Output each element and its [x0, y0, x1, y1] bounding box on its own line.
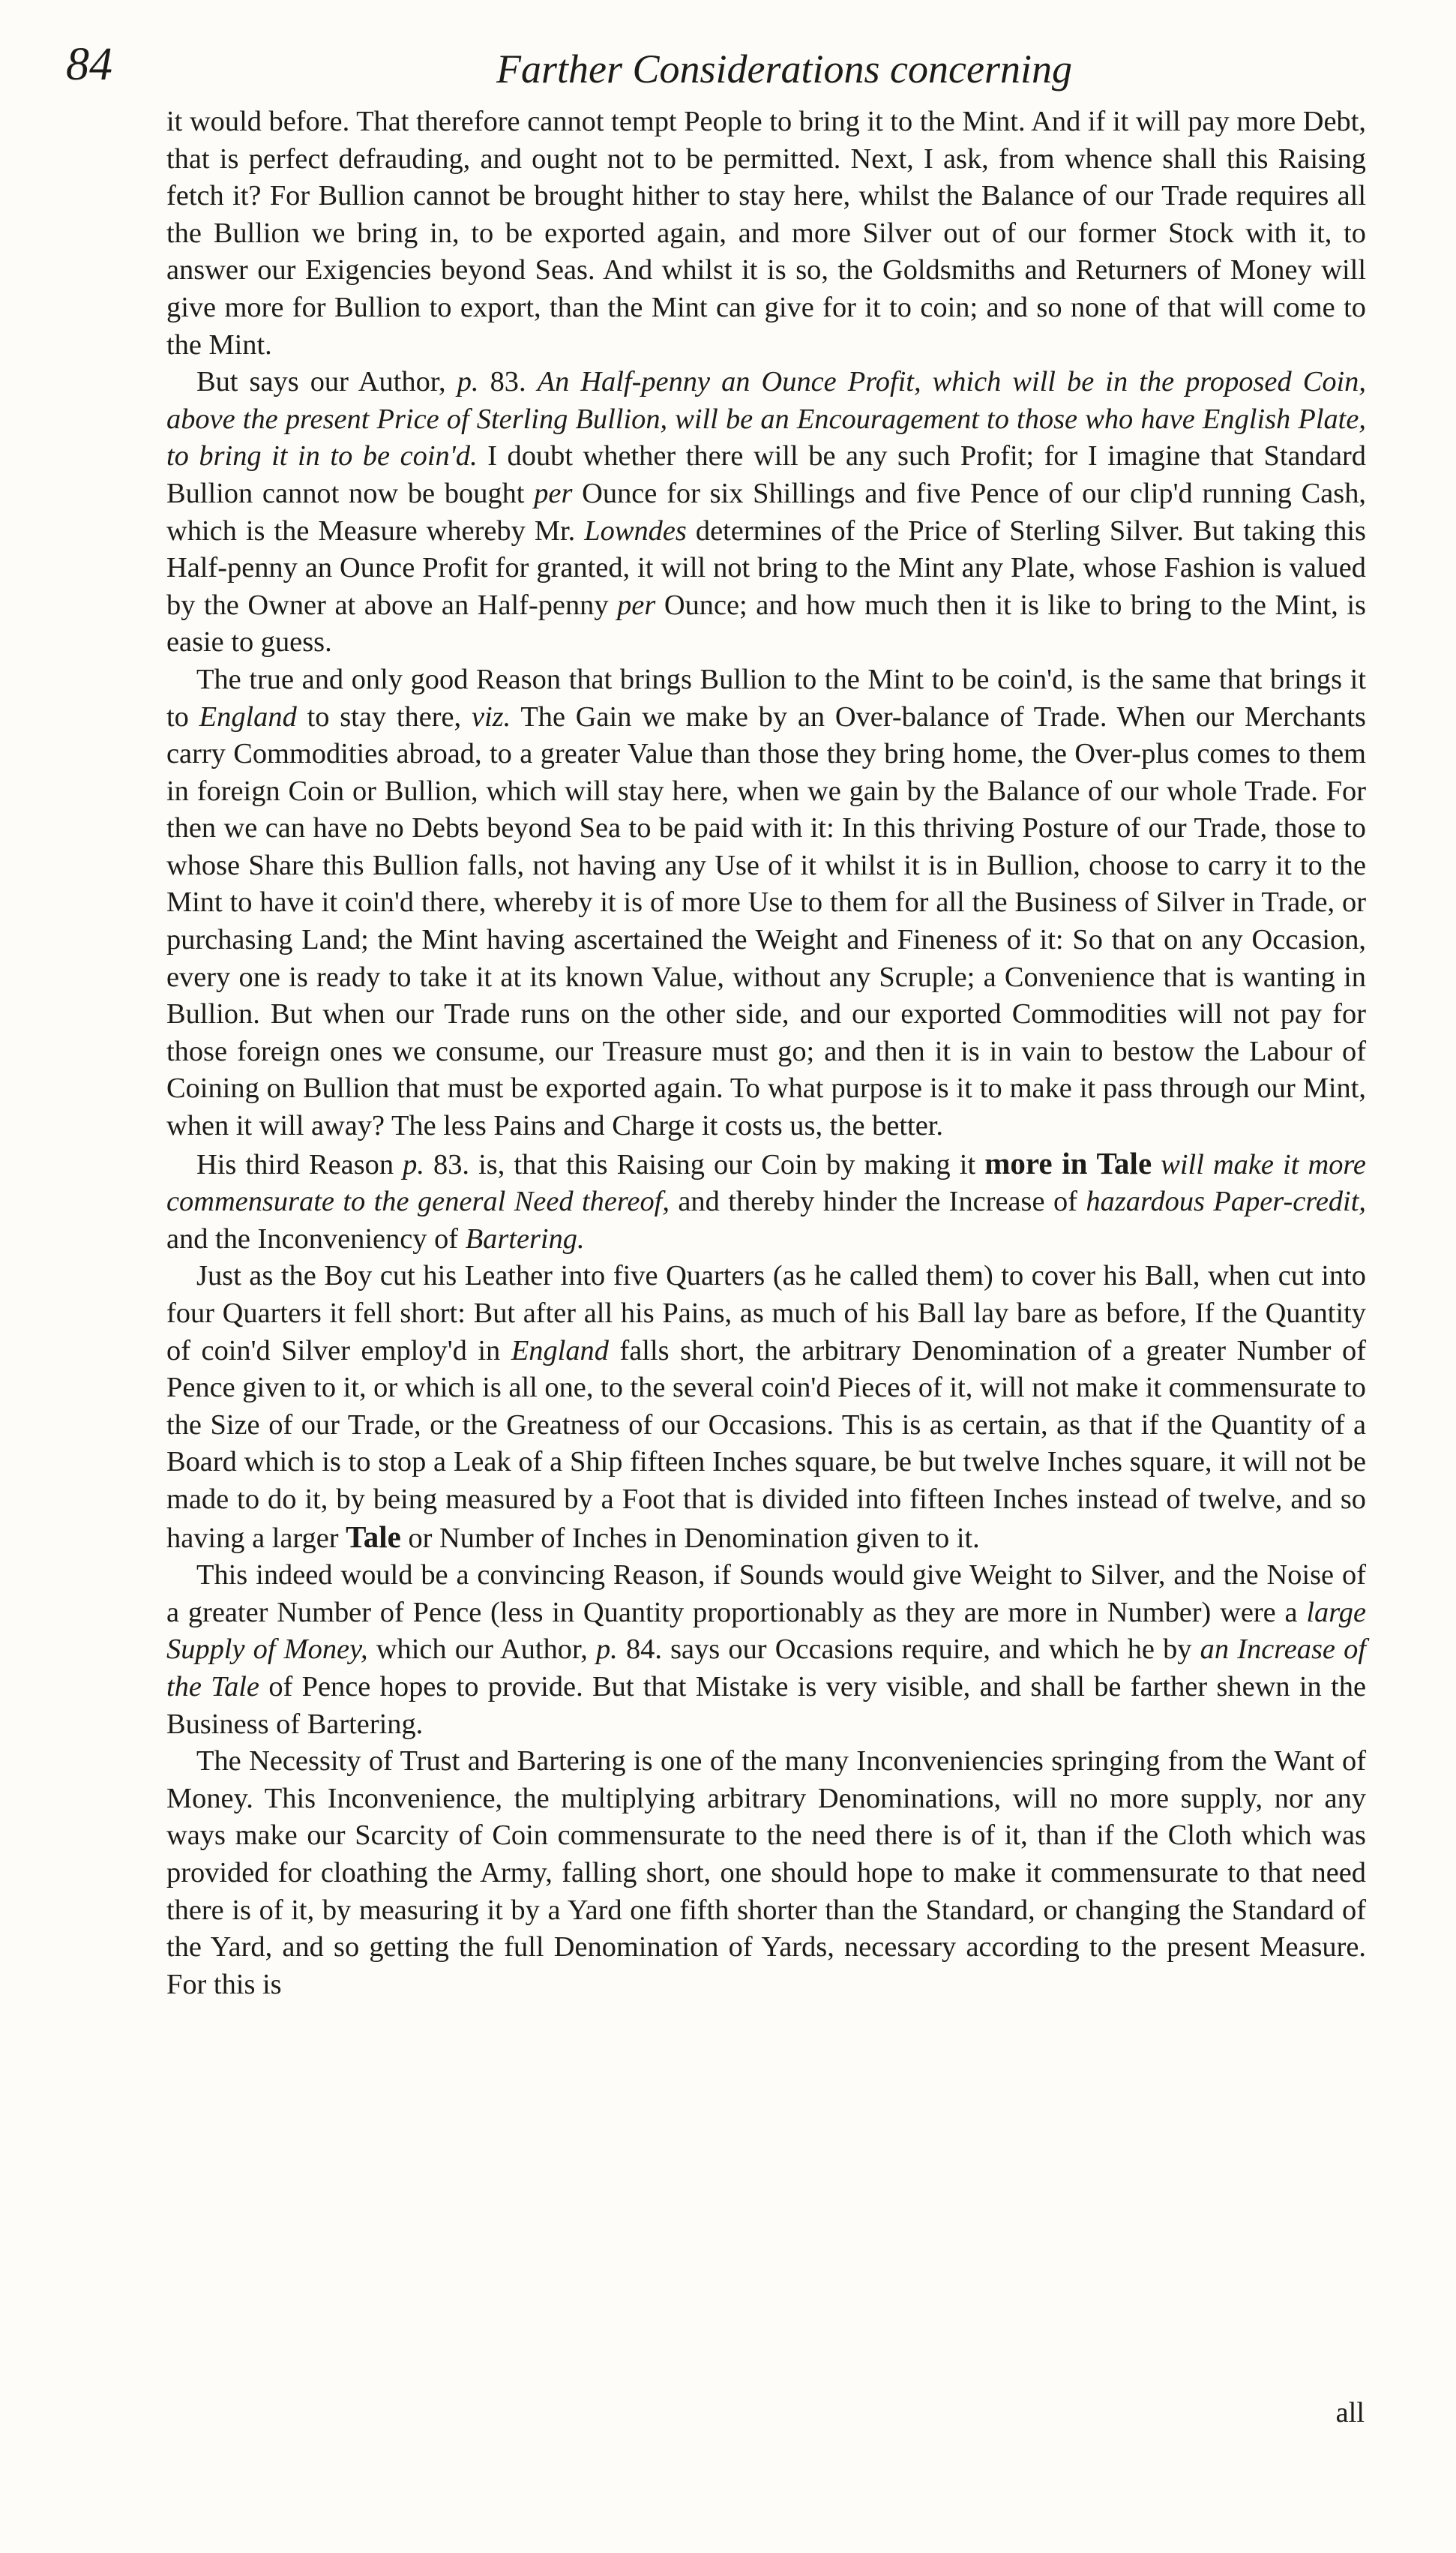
paragraph: But says our Author, p. 83. An Half-penny an Ounce Profit, which will be in the proposed Coin, above the present Price of Sterling Bullion, will be an Encouragement to those who have English Plate, to bring it in to be coin'd. I doubt whether there will be any such Profit; for I imagine that Standard Bullion cannot now be bought per Ounce for six Shillings and five Pence of our clip'd running Cash, which is the Measure whereby Mr. Lowndes determines of the Price of Sterling Silver. But taking this Half-penny an Ounce Profit for granted, it will not bring to the Mint any Plate, whose Fashion is valued by the Owner at above an Half-penny per Ounce; and how much then it is like to bring to the Mint, is easie to guess.: [166, 366, 1366, 658]
paragraph: it would before. That therefore cannot tempt People to bring it to the Mint. And if it will pay more Debt, that is perfect defrauding, and ought not to be permitted. Next, I ask, from whence shall this Raising fetch it? For Bullion cannot be brought hither to stay here, whilst the Balance of our Trade requires all the Bullion we bring in, to be exported again, and more Silver out of our former Stock with it, to answer our Exigencies beyond Seas. And whilst it is so, the Goldsmiths and Returners of Money will give more for Bullion to export, than the Mint can give for it to coin; and so none of that will come to the Mint.: [166, 106, 1366, 361]
paragraph: The Necessity of Trust and Bartering is one of the many Inconveniencies springing from the Want of Money. This Inconvenience, the multiplying arbitrary Denominations, will no more supply, nor any ways make our Scarcity of Coin commensurate to the need there is of it, than if the Cloth which was provided for cloathing the Army, falling short, one should hope to make it commensurate to that need there is of it, by measuring it by a Yard one fifth shorter than the Standard, or changing the Standard of the Yard, and so getting the full Denomination of Yards, necessary according to the present Measure. For this is: [166, 1745, 1366, 2000]
paragraph: Just as the Boy cut his Leather into five Quarters (as he called them) to cover his Ball, when cut into four Quarters it fell short: But after all his Pains, as much of his Ball lay bare as before, If the Quantity of coin'd Silver employ'd in England falls short, the arbitrary Denomination of a greater Number of Pence given to it, or which is all one, to the several coin'd Pieces of it, will not make it commensurate to the Size of our Trade, or the Greatness of our Occasions. This is as certain, as that if the Quantity of a Board which is to stop a Leak of a Ship fifteen Inches square, be but twelve Inches square, it will not be made to do it, by being measured by a Foot that is divided into fifteen Inches instead of twelve, and so having a larger Tale or Number of Inches in Denomination given to it.: [166, 1260, 1366, 1554]
paragraph: The true and only good Reason that brings Bullion to the Mint to be coin'd, is the same that brings it to England to stay there, viz. The Gain we make by an Over-balance of Trade. When our Merchants carry Commodities abroad, to a greater Value than those they bring home, the Over-plus comes to them in foreign Coin or Bullion, which will stay here, when we gain by the Balance of our whole Trade. For then we can have no Debts beyond Sea to be paid with it: In this thriving Posture of our Trade, those to whose Share this Bullion falls, not having any Use of it whilst it is in Bullion, choose to carry it to the Mint to have it coin'd there, whereby it is of more Use to them for all the Business of Silver in Trade, or purchasing Land; the Mint having ascertained the Weight and Fineness of it: So that on any Occasion, every one is ready to take it at its known Value, without any Scruple; a Convenience that is wanting in Bullion. But when our Trade runs on the other side, and our exported Commodities will not pay for those foreign ones we consume, our Treasure must go; and then it is in vain to bestow the Labour of Coining on Bullion that must be exported again. To what purpose is it to make it pass through our Mint, when it will away? The less Pains and Charge it costs us, the better.: [166, 663, 1366, 1142]
paragraph: His third Reason p. 83. is, that this Raising our Coin by making it more in Tale will make it more commensurate to the general Need thereof, and thereby hinder the Increase of hazardous Paper-credit, and the Inconveniency of Bartering.: [166, 1145, 1366, 1255]
catchword: all: [1335, 2397, 1365, 2428]
running-title: Farther Considerations concerning: [496, 46, 1072, 92]
paragraph: This indeed would be a convincing Reason, if Sounds would give Weight to Silver, and the Noise of a greater Number of Pence (less in Quantity proportionably as they are more in Number) were a large Supply of Money, which our Author, p. 84. says our Occasions require, and which he by an Increase of the Tale of Pence hopes to provide. But that Mistake is very visible, and shall be farther shewn in the Business of Bartering.: [166, 1559, 1366, 1740]
text-block: [166, 104, 1366, 2003]
page-number: 84: [66, 39, 112, 90]
